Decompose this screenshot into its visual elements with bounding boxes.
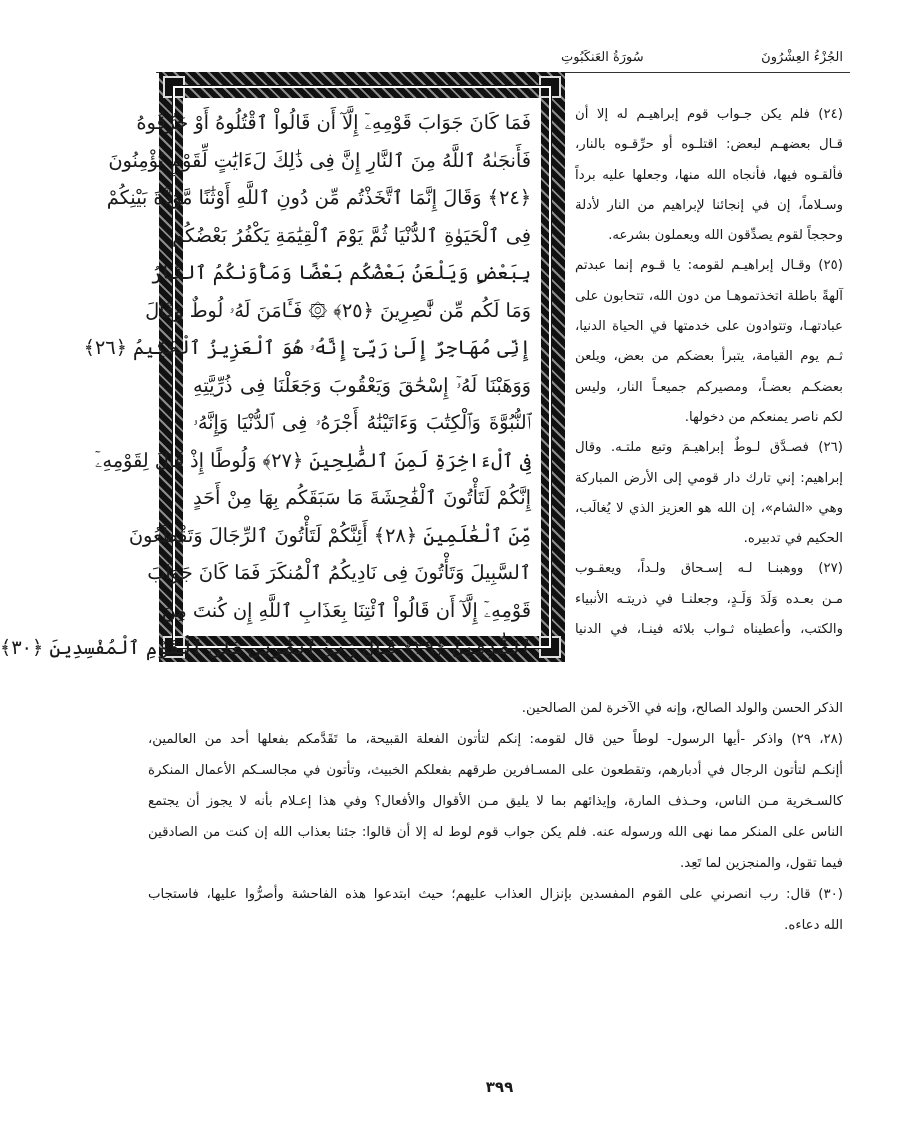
tafsir-line: فيما تقول، والمنجزين لما تَعِد. xyxy=(680,856,843,871)
quran-line: ٱلسَّبِيلَ وَتَأْتُونَ فِى نَادِيكُمُ ٱلْمُنكَرَ فَمَا كَانَ جَوَابَ xyxy=(147,561,531,584)
quran-text-area xyxy=(0,98,541,659)
tafsir-line: الناس على المنكر مما نهى الله ورسوله عنه. فلم يكن جواب قوم لوط له إلا أن قالوا: جئنا بعذاب الله إن كنت من الصادقين xyxy=(148,825,843,840)
tafsir-line: (٢٧) ووهبنـا لـه إسـحاق ولـداً، ويعقـوب xyxy=(575,561,843,577)
tafsir-line: قـال بعضهـم لبعض: اقتلـوه أو حرِّقـوه بالنار، xyxy=(575,137,843,153)
tafsir-line: كالسـخرية مـن الناس، وحـذف المارة، وإيذائهم بما لا يليق مـن الأقوال والأفعال؟ وفي هذا إعـلام بأنه لا يجوز أن يجتمع xyxy=(148,794,843,809)
quran-line: فِى ٱلْءَاخِرَةِ لَمِنَ ٱلصَّٰلِحِينَ ﴿٢٧﴾ وَلُوطًا إِذْ قَالَ لِقَوْمِهِۦٓ xyxy=(95,448,531,472)
tafsir-line: (٢٤) فلم يكن جـواب قوم إبراهيـم له إلا أن xyxy=(575,107,843,122)
tafsir-line: (٢٥) وقـال إبراهيـم لقومه: يا قـوم إنما عبدتم xyxy=(575,258,843,274)
quran-line: ٱلصَّٰدِقِينَ ﴿٢٩﴾ قَالَ رَبِّ ٱنصُرْنِى عَلَى ٱلْقَوْمِ ٱلْمُفْسِدِينَ ﴿٣٠﴾ xyxy=(0,636,531,659)
page-number: ٣٩٩ xyxy=(485,1078,514,1096)
tafsir-line: (٢٦) فصـدَّق لـوطٌ إبراهيـمَ وتبع ملتـه. وقال xyxy=(575,440,843,456)
tafsir-line: الحكيم في تدبيره. xyxy=(743,531,843,547)
quran-line: ٱلنُّبُوَّةَ وَٱلْكِتَٰبَ وَءَاتَيْنَٰهُ أَجْرَهُۥ فِى ٱلدُّنْيَا وَإِنَّهُۥ xyxy=(193,411,531,434)
quran-line: فَأَنجَىٰهُ ٱللَّهُ مِنَ ٱلنَّارِ إِنَّ فِى ذَٰلِكَ لَءَايَٰتٍ لِّقَوْمٍ يُؤْمِنُونَ xyxy=(108,148,531,172)
quran-line: قَوْمِهِۦٓ إِلَّآ أَن قَالُواْ ٱئْتِنَا بِعَذَابِ ٱللَّهِ إِن كُنتَ مِنَ xyxy=(161,598,531,622)
tafsir-line: الله دعاءه. xyxy=(784,918,843,933)
tafsir-line: وهي «الشام»، إن الله هو العزيز الذي لا يُغالَب، xyxy=(575,500,843,516)
tafsir-line: والكتب، وأعطيناه ثـواب بلائه فينـا، في الدنيا xyxy=(575,622,843,638)
quran-line: وَمَا لَكُم مِّن نَّٰصِرِينَ ﴿٢٥﴾ ۞ فَـَٔامَنَ لَهُۥ لُوطٌ وَقَالَ xyxy=(145,298,531,322)
tafsir-side-column xyxy=(575,100,843,645)
quran-line: فِى ٱلْحَيَوٰةِ ٱلدُّنْيَا ثُمَّ يَوْمَ ٱلْقِيَٰمَةِ يَكْفُرُ بَعْضُكُم xyxy=(171,223,531,247)
quran-line: مِّنَ ٱلْعَٰلَمِينَ ﴿٢٨﴾ أَئِنَّكُمْ لَتَأْتُونَ ٱلرِّجَالَ وَتَقْطَعُونَ xyxy=(128,523,531,547)
tafsir-line: عبادتهـا، وتتوادون على خدمتها في الحياة الدنيا، xyxy=(575,319,843,335)
tafsir-line: إبراهيم: إني تارك دار قومي إلى الأرض المباركة xyxy=(575,470,843,486)
surah-title: سُورَةُ العَنكَبُوتِ xyxy=(561,50,644,65)
quran-line: إِنِّى مُهَاجِرٌ إِلَىٰ رَبِّىٓ إِنَّهُۥ هُوَ ٱلْعَزِيزُ ٱلْحَكِيمُ ﴿٢٦﴾ xyxy=(83,336,531,359)
quran-frame xyxy=(0,72,565,662)
tafsir-line: (٢٨، ٢٩) واذكر -أيها الرسول- لوطاً حين قال لقومه: إنكم لتأتون الفعلة القبيحة، ما تَقَدَّمكم بفعلها أحد من العالمين، xyxy=(148,732,843,747)
tafsir-line: مـن بعـده وَلَدَ وَلَـدٍ، وجعلنـا في ذريتـه الأنبياء xyxy=(575,591,843,607)
tafsir-line: لكم ناصر يمنعكم من دخولها. xyxy=(684,409,843,425)
tafsir-line: ثـم يوم القيامة، يتبرأ بعضكم من بعض، ويلعن xyxy=(575,349,843,365)
tafsir-line: آلهةً باطلة اتخذتموهـا من دون الله، تتحابون على xyxy=(575,288,843,304)
tafsir-line: أإنكـم لتأتون الرجال في أدبارهم، وتقطعون على المسـافرين طرقهم بفعلكم الخبيث، وتأتون في مجالسـكم الأعمال المنكرة xyxy=(148,763,843,778)
quran-line: فَمَا كَانَ جَوَابَ قَوْمِهِۦٓ إِلَّآ أَن قَالُواْ ٱقْتُلُوهُ أَوْ حَرِّقُوهُ xyxy=(136,111,531,134)
quran-line: بِبَعْضٍ وَيَلْعَنُ بَعْضُكُم بَعْضًا وَمَأْوَىٰكُمُ ٱلنَّارُ xyxy=(150,261,531,284)
tafsir-line: (٣٠) قال: رب انصرني على القوم المفسدين بإنزال العذاب عليهم؛ حيث ابتدعوا هذه الفاحشة وأصرُّوا عليها، فاستجاب xyxy=(148,887,843,902)
tafsir-line: الذكر الحسن والولد الصالح، وإنه في الآخرة لمن الصالحين. xyxy=(521,701,843,716)
tafsir-line: بعضكـم بعضـاً، ومصيركم جميعـاً النار، وليس xyxy=(575,379,843,395)
quran-line: إِنَّكُمْ لَتَأْتُونَ ٱلْفَٰحِشَةَ مَا سَبَقَكُم بِهَا مِنْ أَحَدٍ xyxy=(193,486,531,509)
quran-line: وَوَهَبْنَا لَهُۥٓ إِسْحَٰقَ وَيَعْقُوبَ وَجَعَلْنَا فِى ذُرِّيَّتِهِ xyxy=(193,373,531,397)
juz-title: الجُزْءُ العِشْرُونَ xyxy=(761,50,843,65)
tafsir-line: فألقـوه فيها، فأنجاه الله منها، وجعلها عليه برداً xyxy=(575,167,843,183)
quran-line: ﴿٢٤﴾ وَقَالَ إِنَّمَا ٱتَّخَذْتُم مِّن دُونِ ٱللَّهِ أَوْثَٰنًا مَّوَدَّةَ بَيْنِكُمْ xyxy=(106,186,531,209)
tafsir-full-width xyxy=(148,693,843,941)
tafsir-line: وحججاً لقوم يصدِّقون الله ويعملون بشرعه. xyxy=(608,228,843,244)
tafsir-line: وسـلاماً، إن في إنجائنا لإبراهيم من النار لأدلة xyxy=(575,197,843,213)
